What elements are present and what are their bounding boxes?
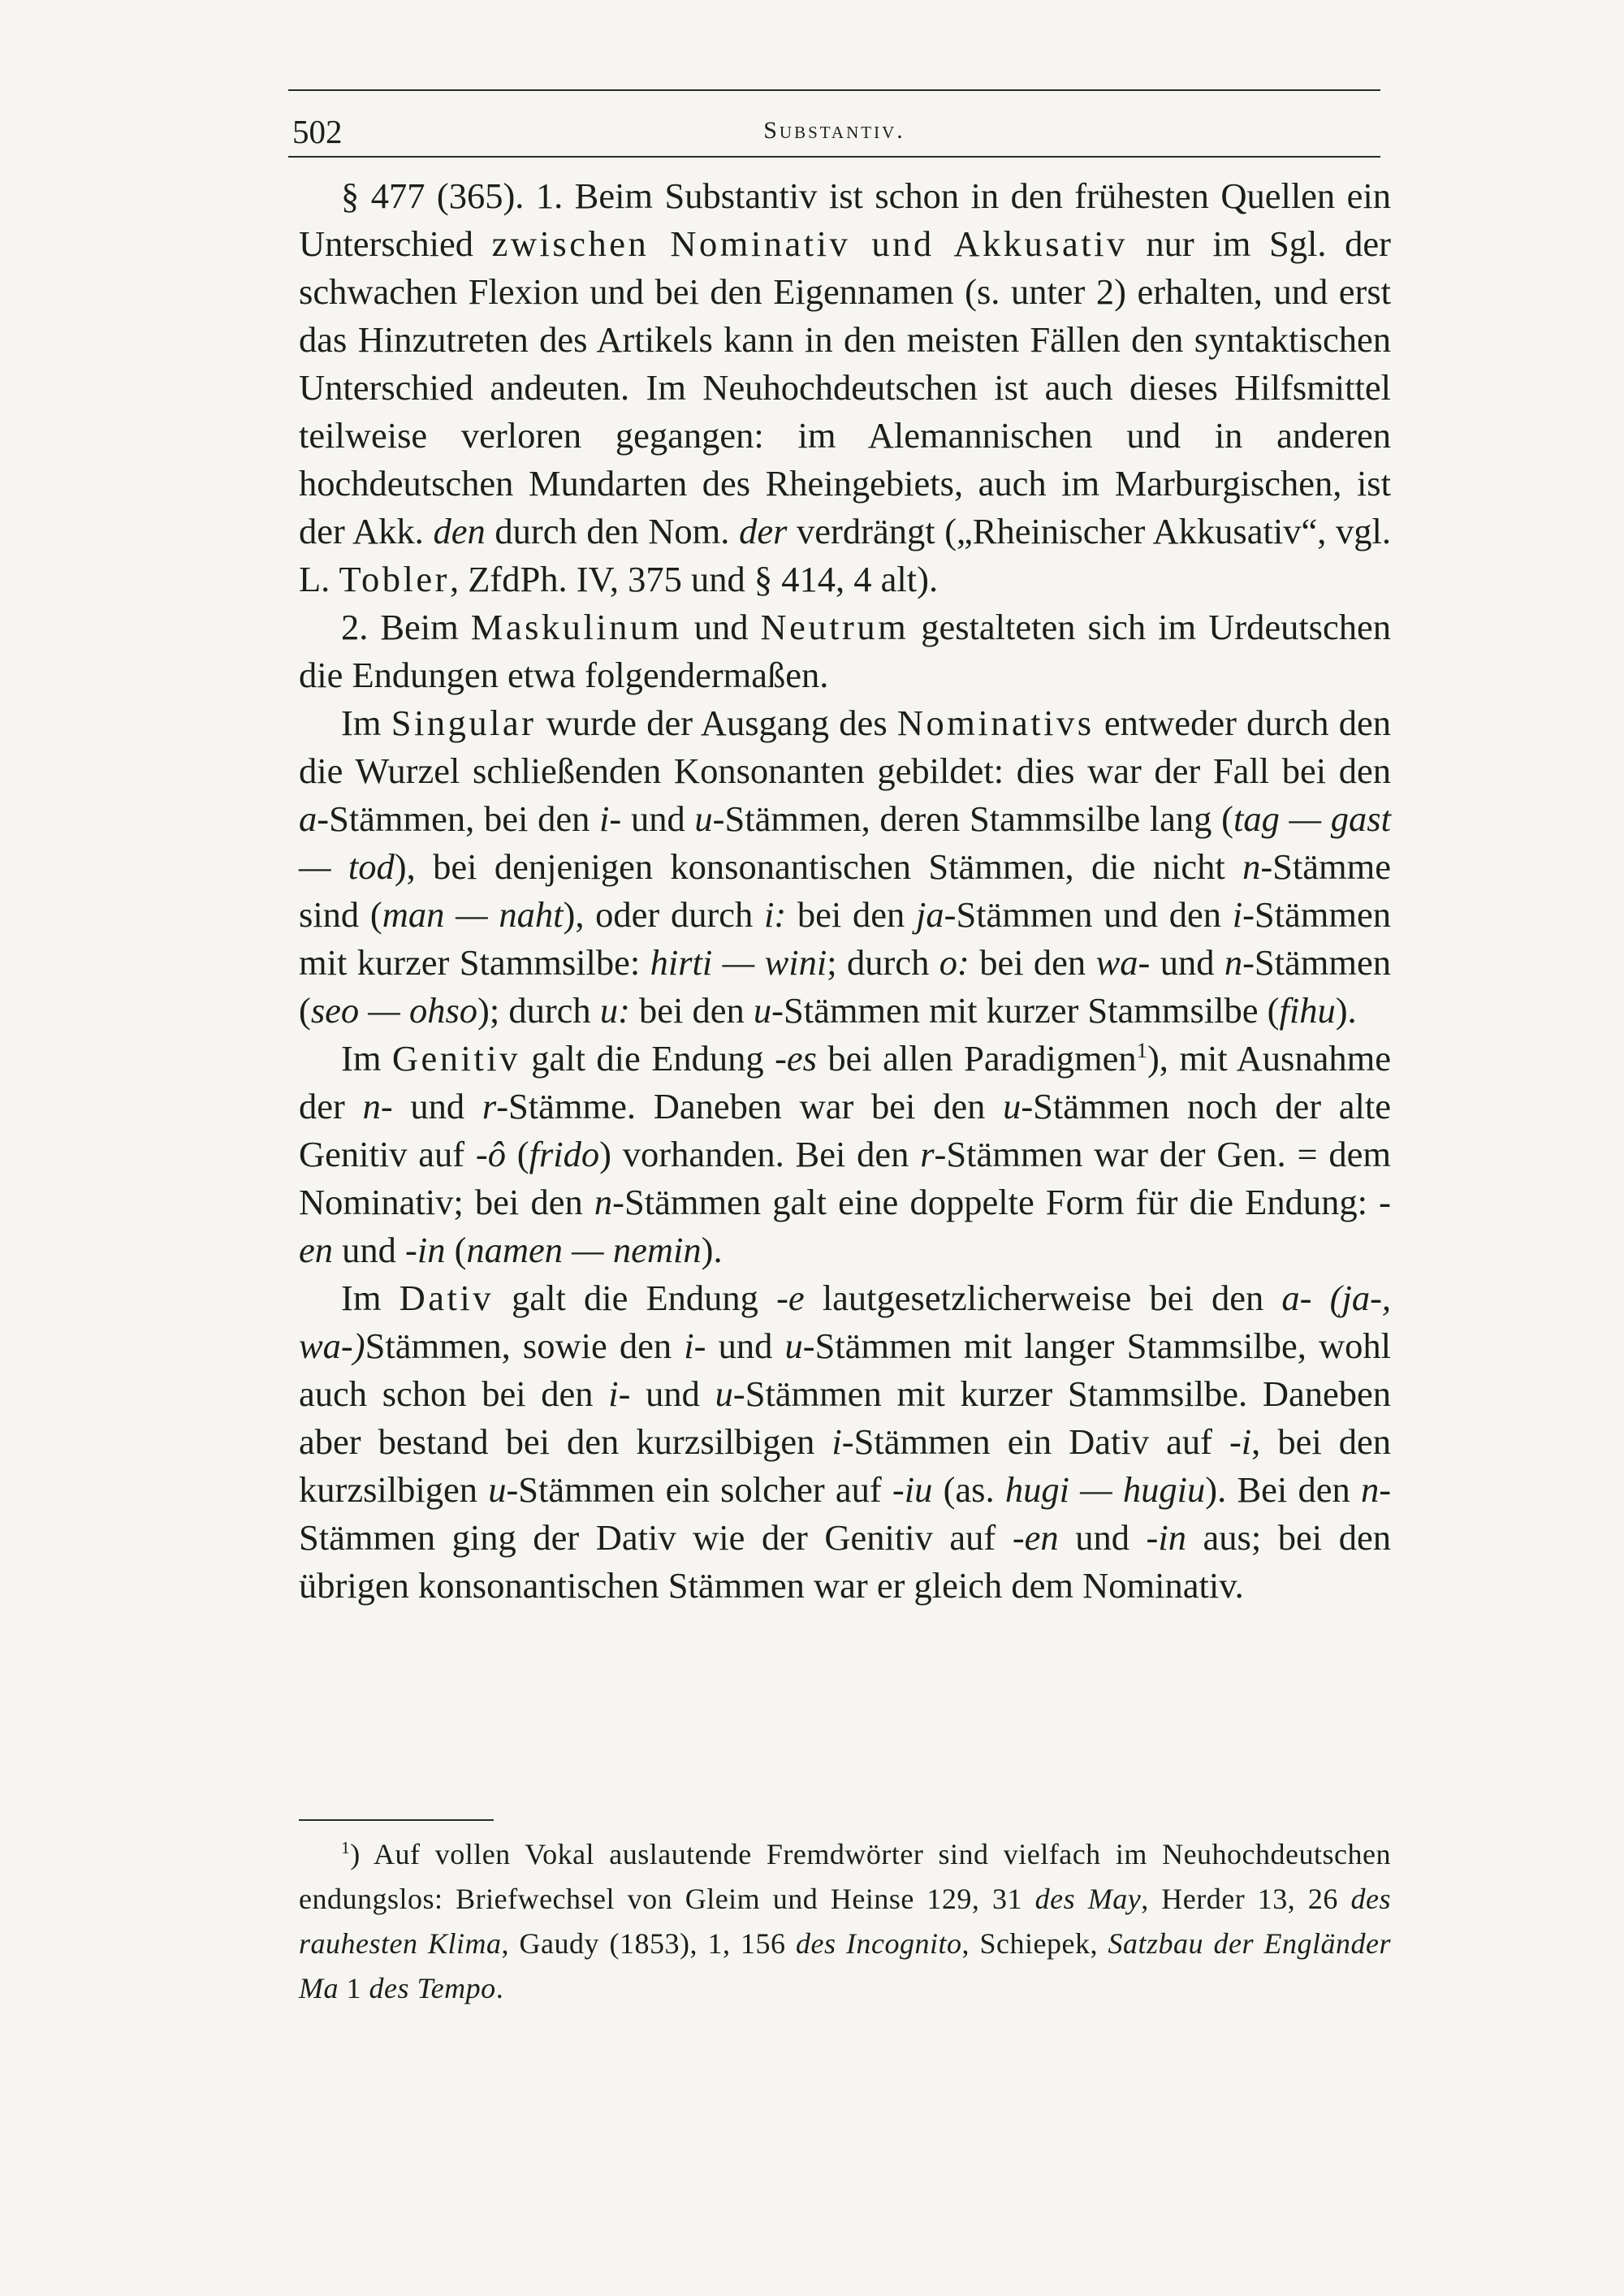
footnote-1: $^1$) Auf vollen Vokal auslautende Fremdwörter sind vielfach im Neuhochdeutschen endungslos: Briefwechsel von Gleim und Heinse 129, 31 des May, Herder 13, 26 des rauhesten Klima, Gaudy (1853), 1, 156 des Incognito, Schiepek, Satzbau der Engländer Ma 1 des Tempo. bbox=[299, 1838, 1392, 2004]
page-header bbox=[288, 89, 1380, 158]
main-text bbox=[299, 172, 1391, 1610]
paragraph-477-2: 2. Beim Maskulinum und Neutrum gestalteten sich im Urdeutschen die Endungen etwa folgendermaßen. bbox=[299, 607, 1392, 695]
page-number: 502 bbox=[292, 113, 343, 150]
paragraph-singular: Im Singular wurde der Ausgang des Nominativs entweder durch den die Wurzel schließenden Konsonanten gebildet: dies war der Fall bei den a-Stämmen, bei den i- und u-Stämmen, deren Stammsilbe lang (tag — gast — tod), bei denjenigen konsonantischen Stämmen, die nicht n-Stämme sind (man — naht), oder durch i: bei den ja-Stämmen und den i-Stämmen mit kurzer Stammsilbe: hirti — wini; durch o: bei den wa- und n-Stämmen (seo — ohso); durch u: bei den u-Stämmen mit kurzer Stammsilbe (fihu). bbox=[299, 703, 1392, 1031]
footnote-mark: 1 bbox=[341, 1838, 351, 1857]
footnote-area bbox=[299, 1819, 1391, 2011]
paragraph-dativ: Im Dativ galt die Endung -e lautgesetzlicherweise bei den a- (ja-, wa-)Stämmen, sowie den i- und u-Stämmen mit langer Stammsilbe, wohl auch schon bei den i- und u-Stämmen mit kurzer Stammsilbe. Daneben aber bestand bei den kurzsilbigen i-Stämmen ein Dativ auf -i, bei den kurzsilbigen u-Stämmen ein solcher auf -iu (as. hugi — hugiu). Bei den n-Stämmen ging der Dativ wie der Genitiv auf -en und -in aus; bei den übrigen konsonantischen Stämmen war er gleich dem Nominativ. bbox=[299, 1278, 1392, 1606]
running-head: Substantiv. bbox=[763, 117, 905, 144]
footnote-rule bbox=[299, 1819, 494, 1821]
paragraph-genitiv: Im Genitiv galt die Endung -es bei allen Paradigmen$^1$), mit Ausnahme der n- und r-Stämme. Daneben war bei den u-Stämmen noch der alte Genitiv auf -ô (frido) vorhanden. Bei den r-Stämmen war der Gen. = dem Nominativ; bei den n-Stämmen galt eine doppelte Form für die Endung: -en und -in (namen — nemin). bbox=[299, 1038, 1391, 1270]
paragraph-477-1: § 477 (365). 1. Beim Substantiv ist schon in den frühesten Quellen ein Unterschied zwischen Nominativ und Akkusativ nur im Sgl. der schwachen Flexion und bei den Eigennamen (s. unter 2) erhalten, und erst das Hinzutreten des Artikels kann in den meisten Fällen den syntaktischen Unterschied andeuten. Im Neuhochdeutschen ist auch dieses Hilfsmittel teilweise verloren gegangen: im Alemannischen und in anderen hochdeutschen Mundarten des Rheingebiets, auch im Marburgischen, ist der Akk. den durch den Nom. der verdrängt („Rheinischer Akkusativ“, vgl. L. Tobler, ZfdPh. IV, 375 und § 414, 4 alt). bbox=[299, 175, 1392, 599]
footnote-reference: 1 bbox=[1136, 1038, 1147, 1063]
